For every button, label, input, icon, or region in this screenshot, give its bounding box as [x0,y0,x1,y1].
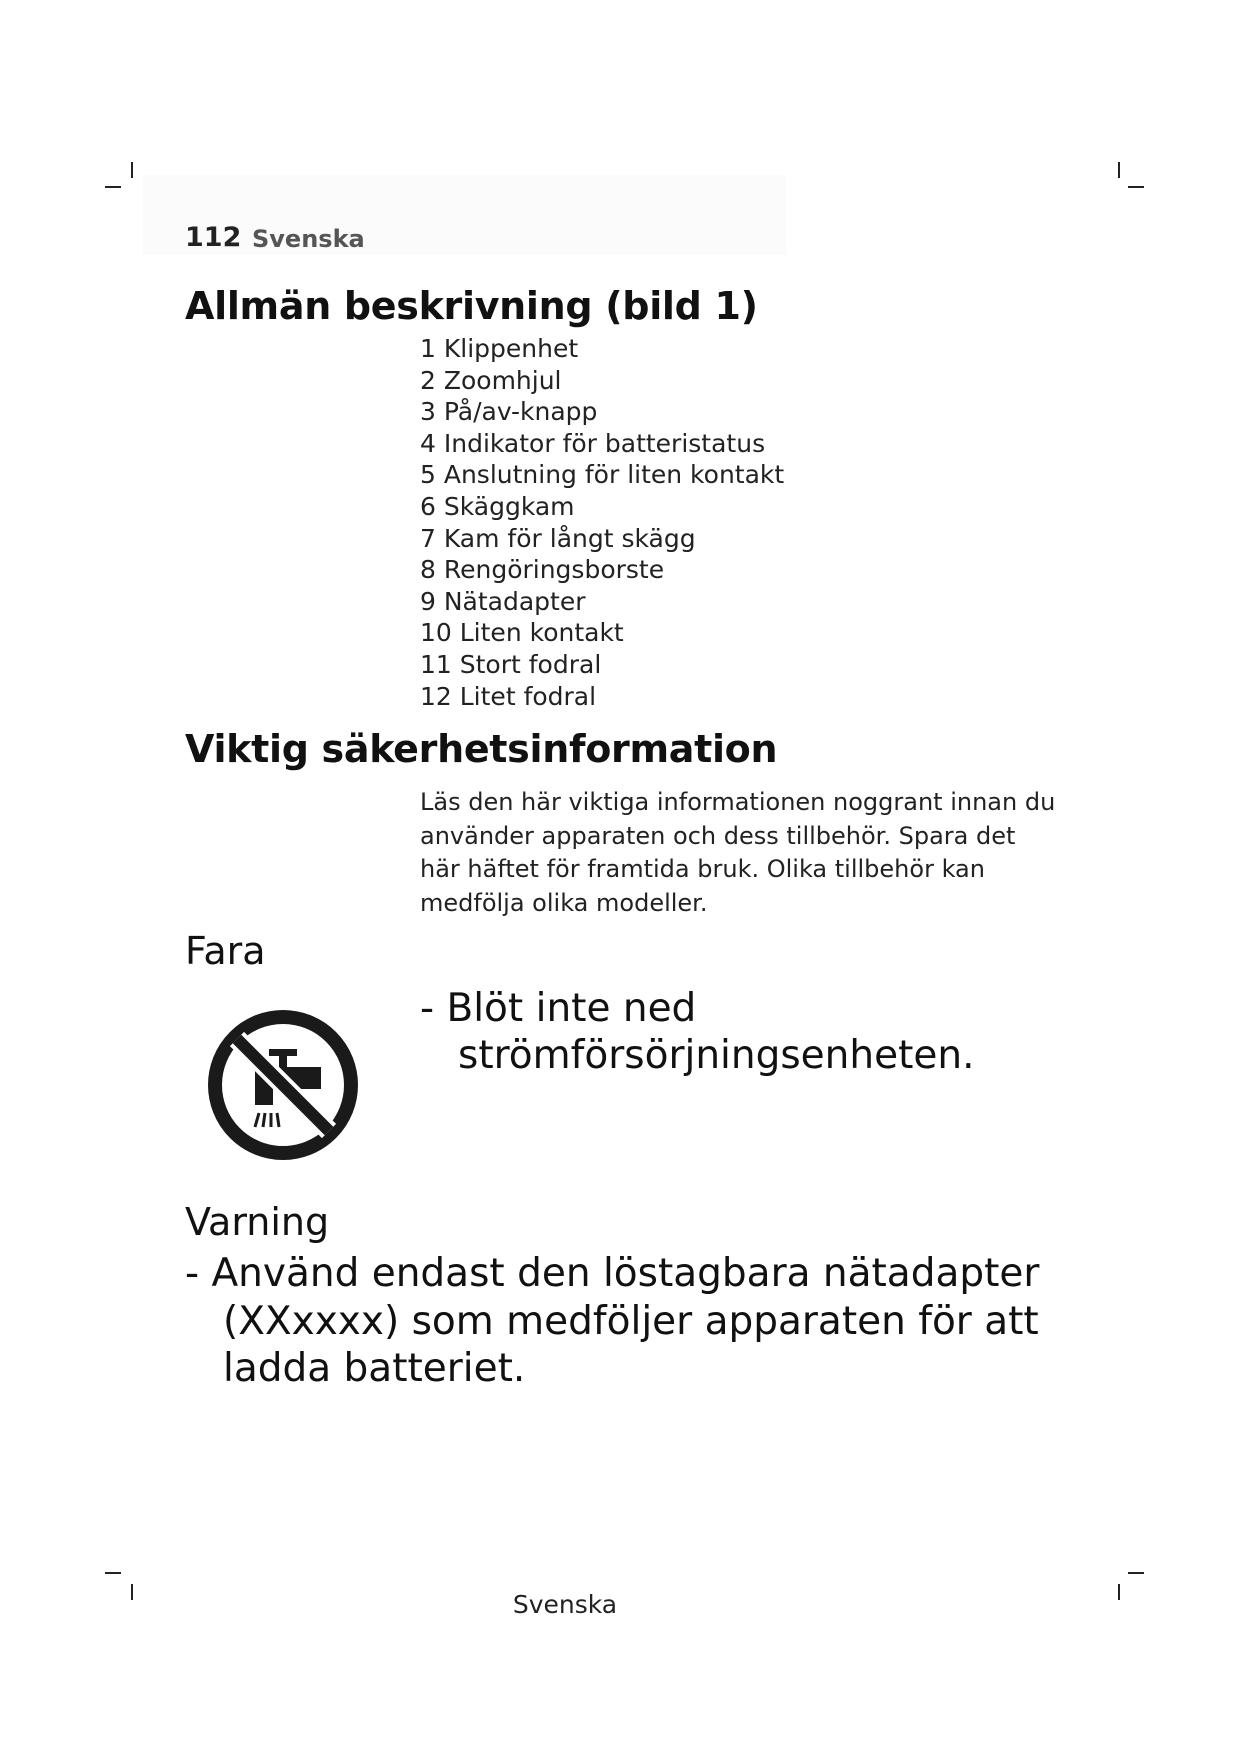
warning-text-line-2: (XXxxxx) som medföljer apparaten för att [223,1299,1039,1344]
danger-text-line-2: strömförsörjningsenheten. [458,1033,975,1078]
warning-text-line-3: ladda batteriet. [223,1346,526,1391]
general-description-title: Allmän beskrivning (bild 1) [185,284,758,328]
parts-list [420,333,784,712]
no-water-tap-icon [203,1005,363,1165]
crop-mark [1118,162,1120,178]
list-item: 8 Rengöringsborste [420,555,665,585]
page-number: 112 [185,222,242,253]
danger-text-line-1: - Blöt inte ned [420,986,697,1031]
list-item: 2 Zoomhjul [420,365,562,395]
list-item: 11 Stort fodral [420,649,602,679]
list-item: 1 Klippenhet [420,334,579,363]
safety-title: Viktig säkerhetsinformation [185,727,778,771]
danger-title: Fara [185,929,266,973]
warning-title: Varning [185,1200,330,1244]
page-language: Svenska [252,225,365,253]
safety-intro: Läs den här viktiga informationen noggrant innan du använder apparaten och dess tillbehör. Spara det här häftet för framtida bruk. Olika tillbehör kan medfölja olika modeller. [420,788,1056,917]
crop-mark [105,186,121,188]
list-item: 7 Kam för långt skägg [420,523,696,553]
list-item: 9 Nätadapter [420,586,586,616]
no-water-tap-icon-graphic [203,1005,363,1165]
list-item: 10 Liten kontakt [420,618,624,648]
list-item: 6 Skäggkam [420,491,575,521]
warning-text-line-1: - Använd endast den löstagbara nätadapter [185,1251,1040,1296]
crop-mark [131,162,133,178]
list-item: 5 Anslutning för liten kontakt [420,460,785,490]
footer-label: Svenska [512,1590,618,1619]
list-item: 3 På/av-knapp [420,397,598,427]
list-item: 4 Indikator för batteristatus [420,428,766,458]
crop-mark [105,1572,121,1574]
list-item: 12 Litet fodral [420,681,597,711]
crop-mark [1128,186,1144,188]
crop-mark [1128,1572,1144,1574]
